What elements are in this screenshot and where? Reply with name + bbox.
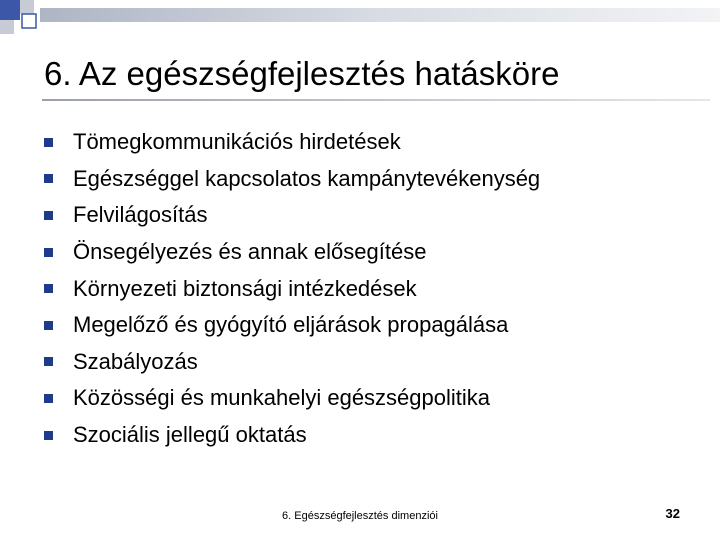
list-item [44, 161, 540, 198]
list-item-text: Szabályozás [73, 348, 198, 374]
bullet-list [44, 124, 540, 453]
square-bullet-icon [44, 174, 53, 183]
list-item [44, 270, 540, 307]
square-bullet-icon [44, 321, 53, 330]
list-item-text: Felvilágosítás [73, 202, 208, 228]
list-item [44, 124, 540, 161]
square-bullet-icon [44, 284, 53, 293]
square-bullet-icon [44, 138, 53, 147]
title-divider [42, 99, 710, 101]
list-item [44, 307, 540, 344]
slide-footer: 6. Egészségfejlesztés dimenziói [282, 510, 438, 522]
list-item-text: Környezeti biztonsági intézkedések [73, 275, 417, 301]
list-item [44, 380, 540, 417]
square-bullet-icon [44, 211, 53, 220]
square-bullet-icon [44, 357, 53, 366]
slide-title: 6. Az egészségfejlesztés hatásköre [44, 55, 560, 92]
list-item-text: Tömegkommunikációs hirdetések [73, 129, 401, 155]
square-bullet-icon [44, 431, 53, 440]
list-item-text: Megelőző és gyógyító eljárások propagálása [73, 312, 509, 338]
page-number: 32 [665, 506, 680, 521]
square-bullet-icon [44, 248, 53, 257]
list-item [44, 344, 540, 381]
list-item [44, 234, 540, 271]
list-item-text: Önsegélyezés és annak elősegítése [73, 239, 427, 265]
list-item-text: Szociális jellegű oktatás [73, 422, 307, 448]
list-item [44, 417, 540, 454]
corner-decoration [0, 0, 720, 60]
list-item [44, 197, 540, 234]
list-item-text: Közösségi és munkahelyi egészségpolitika [73, 385, 491, 411]
corner-squares-graphic [0, 0, 720, 60]
square-bullet-icon [44, 394, 53, 403]
list-item-text: Egészséggel kapcsolatos kampánytevékenység [73, 165, 541, 191]
